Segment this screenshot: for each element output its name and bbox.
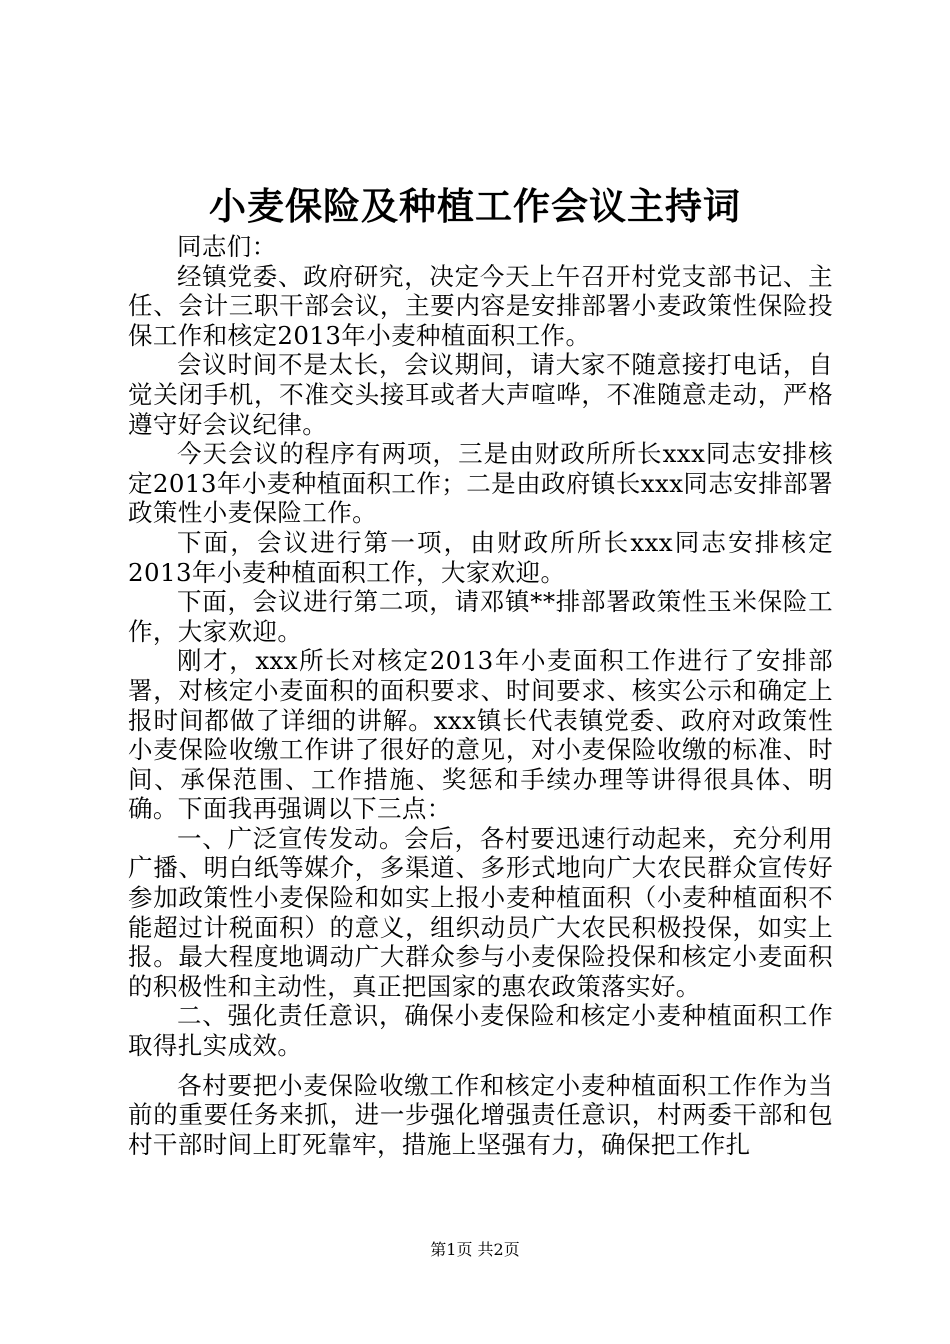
paragraph-8: 二、强化责任意识，确保小麦保险和核定小麦种植面积工作取得扎实成效。 bbox=[128, 1001, 833, 1061]
page-footer: 第1页 共2页 bbox=[430, 1240, 520, 1259]
paragraph-5: 下面，会议进行第二项，请邓镇**排部署政策性玉米保险工作，大家欢迎。 bbox=[128, 587, 833, 646]
paragraph-1: 经镇党委、政府研究，决定今天上午召开村党支部书记、主任、会计三职干部会议，主要内容是安排部署小麦政策性保险投保工作和核定2013年小麦种植面积工作。 bbox=[128, 261, 833, 350]
paragraph-4: 下面，会议进行第一项，由财政所所长xxx同志安排核定2013年小麦种植面积工作，大家欢迎。 bbox=[128, 527, 833, 587]
document-title: 小麦保险及种植工作会议主持词 bbox=[209, 184, 741, 228]
paragraph-3: 今天会议的程序有两项，三是由财政所所长xxx同志安排核定2013年小麦种植面积工作；二是由政府镇长xxx同志安排部署政策性小麦保险工作。 bbox=[128, 439, 833, 528]
paragraph-2: 会议时间不是太长，会议期间，请大家不随意接打电话，自觉关闭手机，不准交头接耳或者大声喧哗，不准随意走动，严格遵守好会议纪律。 bbox=[128, 350, 833, 439]
paragraph-6: 刚才，xxx所长对核定2013年小麦面积工作进行了安排部署，对核定小麦面积的面积要求、时间要求、核实公示和确定上报时间都做了详细的讲解。xxx镇长代表镇党委、政府对政策性小麦保险收缴工作讲了很好的意见，对小麦保险收缴的标准、时间、承保范围、工作措施、奖惩和手续办理等讲得很具体、明确。下面我再强调以下三点： bbox=[128, 646, 833, 824]
document-body bbox=[128, 232, 833, 1159]
paragraph-7: 一、广泛宣传发动。会后，各村要迅速行动起来，充分利用广播、明白纸等媒介，多渠道、多形式地向广大农民群众宣传好参加政策性小麦保险和如实上报小麦种植面积（小麦种植面积不能超过计税面积）的意义，组织动员广大农民积极投保，如实上报。最大程度地调动广大群众参与小麦保险投保和核定小麦面积的积极性和主动性，真正把国家的惠农政策落实好。 bbox=[128, 823, 833, 1001]
paragraph-9: 各村要把小麦保险收缴工作和核定小麦种植面积工作作为当前的重要任务来抓，进一步强化增强责任意识，村两委干部和包村干部时间上盯死靠牢，措施上坚强有力，确保把工作扎 bbox=[128, 1070, 833, 1159]
salutation: 同志们： bbox=[177, 232, 277, 261]
